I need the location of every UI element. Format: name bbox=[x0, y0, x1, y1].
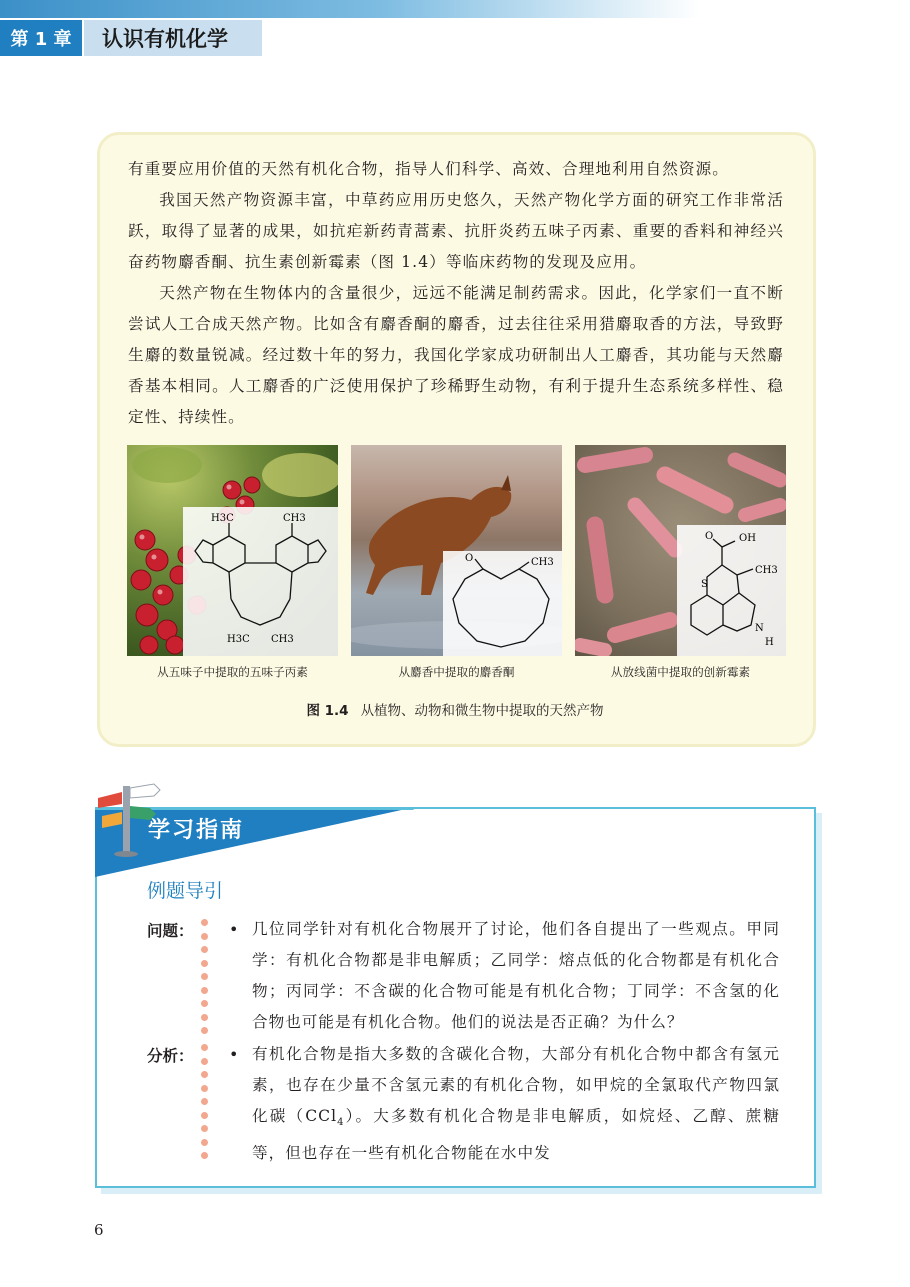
musk-deer-photo bbox=[351, 445, 562, 656]
paragraph-1: 有重要应用价值的天然有机化合物，指导人们科学、高效、合理地利用自然资源。 bbox=[128, 160, 729, 178]
chapter-title: 认识有机化学 bbox=[84, 20, 262, 56]
muscone-formula bbox=[443, 551, 562, 656]
chapter-badge: 第 1 章 bbox=[0, 20, 82, 56]
analysis-text bbox=[252, 1039, 780, 1169]
analysis-dots bbox=[201, 1044, 211, 1166]
ch3-label-bottom: CH3 bbox=[271, 634, 294, 645]
question-label: 问题： bbox=[147, 922, 194, 940]
caption-musk: 从麝香中提取的麝香酮 bbox=[398, 665, 515, 679]
figure-number: 图 1.4 bbox=[306, 703, 349, 719]
schisandrin-c-formula bbox=[183, 507, 338, 656]
sulfur-label: S bbox=[701, 579, 708, 590]
schisandra-photo bbox=[127, 445, 338, 656]
question-text: 几位同学针对有机化合物展开了讨论，他们各自提出了一些观点。甲同学：有机化合物都是非电解质；乙同学：熔点低的化合物都是有机化合物；丙同学：不含碳的化合物可能是有机化合物；丁同学：不含氢的化合物也可能是有机化合物。他们的说法是否正确？为什么？ bbox=[252, 920, 780, 1031]
indolmycin-formula bbox=[677, 525, 786, 656]
methyl-label-2: CH3 bbox=[755, 565, 778, 576]
question-bullet: • bbox=[229, 920, 239, 939]
caption-schisandra: 从五味子中提取的五味子丙素 bbox=[157, 665, 308, 679]
analysis-bullet: • bbox=[229, 1045, 239, 1064]
ch3-label-top-right: CH3 bbox=[283, 513, 306, 524]
paragraph-3: 天然产物在生物体内的含量很少，远远不能满足制药需求。因此，化学家们一直不断尝试人工合成天然产物。比如含有麝香酮的麝香，过去往往采用猎麝取香的方法，导致野生麝的数量锐减。经过数十年的努力，我国化学家成功研制出人工麝香，其功能与天然麝香基本相同。人工麝香的广泛使用保护了珍稀野生动物，有利于提升生态系统多样性、稳定性、持续性。 bbox=[128, 284, 784, 426]
indolmycin-structure bbox=[677, 525, 786, 656]
figure-title: 从植物、动物和微生物中提取的天然产物 bbox=[360, 703, 604, 719]
paragraph-2: 我国天然产物资源丰富，中草药应用历史悠久，天然产物化学方面的研究工作非常活跃，取得了显著的成果，如抗疟新药青蒿素、抗肝炎药五味子丙素、重要的香料和神经兴奋药物麝香酮、抗生素创新霉素（图 1.4）等临床药物的发现及应用。 bbox=[128, 191, 784, 271]
hydroxyl-label: OH bbox=[739, 533, 756, 544]
analysis-text-part-1: 有机化合物是指大多数的含碳化合物，大部分有机化合物中都含有氢元素，也存在少量不含氢元素的有机化合物，如甲烷的全氯取代产物四氯化碳（CCl bbox=[252, 1045, 780, 1125]
analysis-text-part-2: ）。大多数有机化合物是非电解质，如烷烃、乙醇、蔗糖等，但也存在一些有机化合物能在水中发 bbox=[252, 1107, 780, 1163]
muscone-structure bbox=[443, 551, 562, 656]
header-band bbox=[0, 0, 700, 18]
ccl4-subscript: 4 bbox=[337, 1117, 345, 1129]
page-number: 6 bbox=[94, 1221, 104, 1239]
figure-caption bbox=[0, 699, 910, 719]
oxygen-label: O bbox=[465, 553, 474, 564]
nitrogen-label: N bbox=[755, 623, 764, 634]
hydrogen-label: H bbox=[765, 637, 774, 648]
guide-subtitle: 例题导引 bbox=[147, 880, 224, 902]
methyl-label: CH3 bbox=[531, 557, 554, 568]
question-dots bbox=[201, 919, 211, 1041]
schisandrin-c-structure bbox=[183, 507, 338, 656]
h3c-label-bottom: H3C bbox=[227, 634, 250, 645]
carbonyl-oxygen-label: O bbox=[705, 531, 714, 542]
h3c-label-top-left: H3C bbox=[211, 513, 234, 524]
actinomycetes-photo bbox=[575, 445, 786, 656]
guide-title: 学习指南 bbox=[148, 818, 245, 843]
caption-actinomycetes: 从放线菌中提取的创新霉素 bbox=[610, 665, 751, 679]
analysis-label: 分析： bbox=[147, 1047, 194, 1065]
